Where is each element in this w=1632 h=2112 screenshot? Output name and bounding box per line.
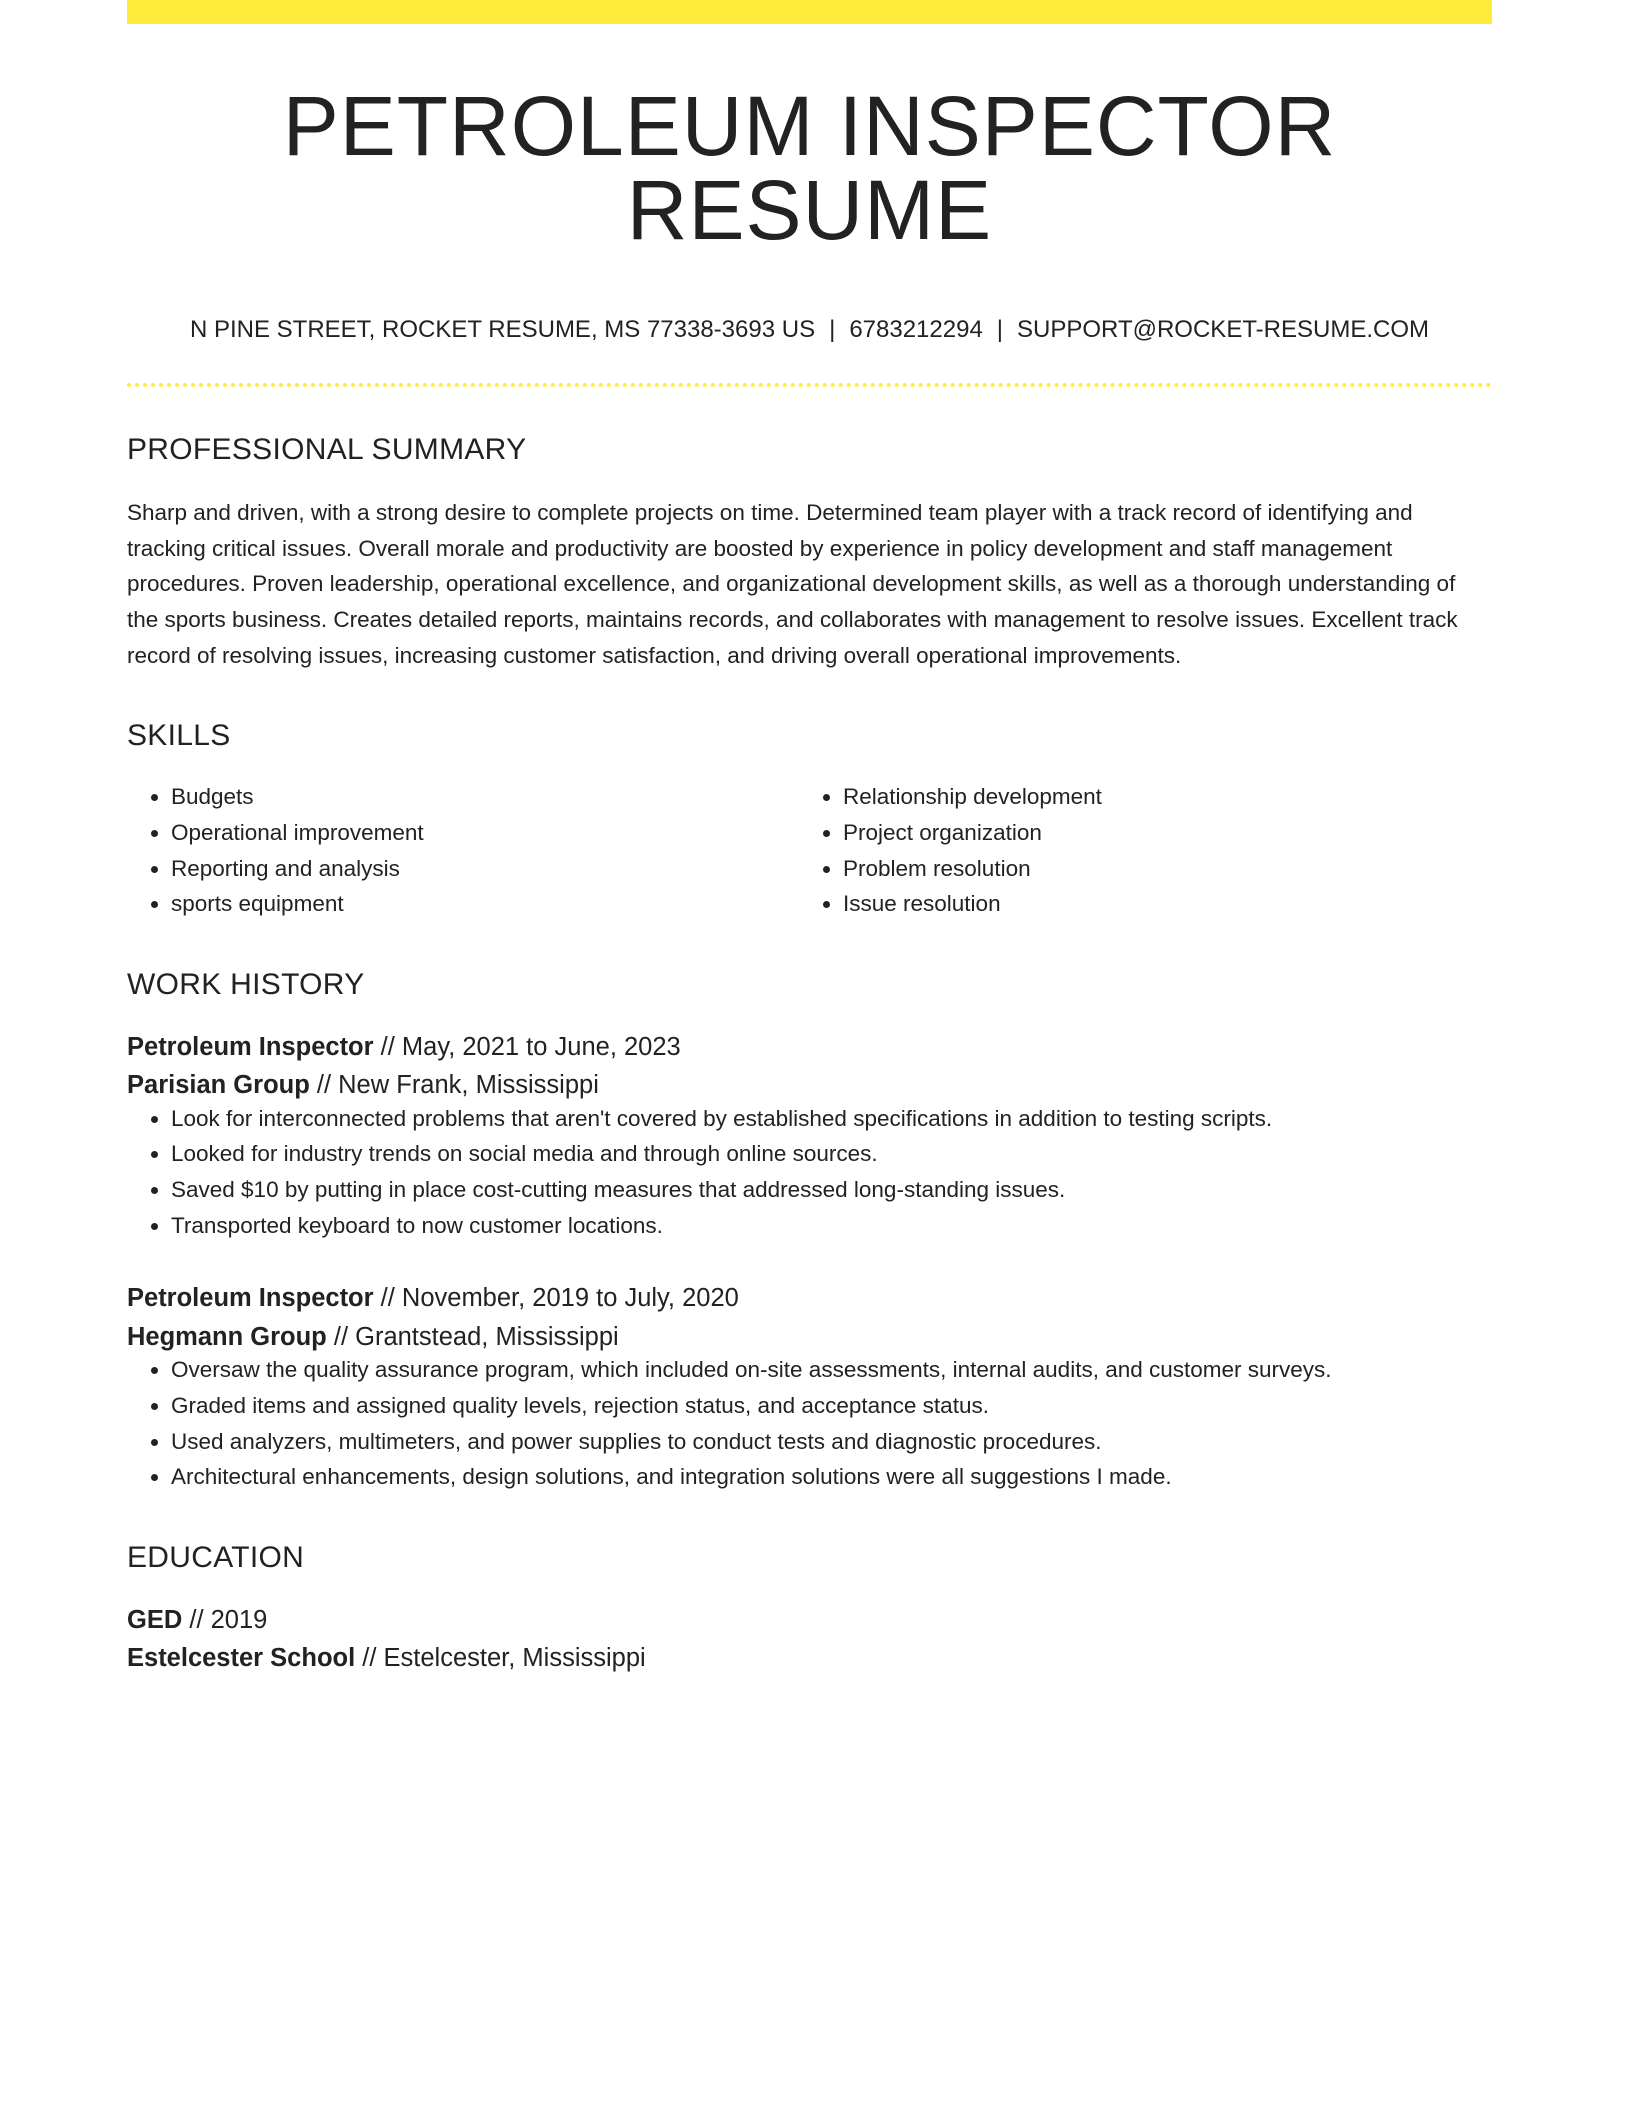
contact-email: SUPPORT@ROCKET-RESUME.COM: [1017, 316, 1429, 343]
resume-page: [127, 0, 1492, 1674]
job-duty: • Looked for industry trends on social media and through online sources.: [171, 1136, 1492, 1172]
job-dates: // May, 2021 to June, 2023: [380, 1032, 681, 1061]
skill-item: • Project organization: [843, 815, 1471, 851]
contact-separator: |: [996, 316, 1004, 343]
skills-column-right: [799, 779, 1471, 921]
job-duty: • Saved $10 by putting in place cost-cutting measures that addressed long-standing issues.: [171, 1172, 1492, 1208]
contact-address: N PINE STREET, ROCKET RESUME, MS 77338-3693 US: [189, 316, 816, 343]
resume-title: PETROLEUM INSPECTOR RESUME: [282, 79, 1337, 257]
education-school: Estelcester School: [127, 1644, 356, 1673]
skill-item: • Relationship development: [843, 779, 1471, 815]
job-duty: • Oversaw the quality assurance program, which included on-site assessments, internal audits, and customer surveys.: [171, 1352, 1492, 1388]
education-heading: EDUCATION: [127, 1540, 305, 1574]
job-title-line: [127, 1283, 1492, 1314]
job-company: Hegmann Group: [127, 1322, 327, 1351]
skill-item: • Problem resolution: [843, 851, 1471, 887]
skill-item: • Operational improvement: [171, 815, 799, 851]
job-duty: • Look for interconnected problems that aren't covered by established specifications in addition to testing scripts.: [171, 1101, 1492, 1137]
job-title-line: [127, 1032, 1492, 1063]
skills-list: [127, 779, 1492, 921]
work-heading: WORK HISTORY: [127, 967, 365, 1001]
job-duties: [127, 1352, 1492, 1494]
job-dates: // November, 2019 to July, 2020: [380, 1284, 739, 1313]
contact-phone: 6783212294: [849, 316, 983, 343]
dotted-divider: [127, 383, 1492, 387]
job-company: Parisian Group: [127, 1071, 310, 1100]
job-title: Petroleum Inspector: [127, 1284, 374, 1313]
job-duties: [127, 1101, 1492, 1243]
job-duty: • Architectural enhancements, design solutions, and integration solutions were all suggestions I made.: [171, 1459, 1492, 1495]
job-duty: • Used analyzers, multimeters, and power supplies to conduct tests and diagnostic procedures.: [171, 1424, 1492, 1460]
summary-heading: PROFESSIONAL SUMMARY: [127, 432, 527, 466]
job-company-line: [127, 1070, 1492, 1101]
job-title: Petroleum Inspector: [127, 1032, 374, 1061]
education-degree: GED: [127, 1605, 183, 1634]
job-entry: [127, 1283, 1492, 1495]
skill-item: • Budgets: [171, 779, 799, 815]
summary-text: Sharp and driven, with a strong desire to complete projects on time. Determined team player with a track record of identifying and tracking critical issues. Overall morale and productivity are boosted by experience in policy development and staff management procedures. Proven leadership, operational excellence, and organizational development skills, as well as a thorough understanding of the sports business. Creates detailed reports, maintains records, and collaborates with management to resolve issues. Excellent track record of resolving issues, increasing customer satisfaction, and driving overall operational improvements.: [127, 499, 1458, 668]
education-year: // 2019: [189, 1605, 268, 1634]
education-degree-line: [127, 1605, 1492, 1636]
skills-column-left: [127, 779, 799, 921]
job-duty: • Graded items and assigned quality levels, rejection status, and acceptance status.: [171, 1388, 1492, 1424]
skill-item: • Issue resolution: [843, 886, 1471, 922]
contact-line: [127, 316, 1492, 345]
job-location: // New Frank, Mississippi: [316, 1071, 599, 1100]
top-accent-bar: [127, 0, 1492, 24]
job-company-line: [127, 1322, 1492, 1353]
job-duty: • Transported keyboard to now customer locations.: [171, 1208, 1492, 1244]
job-location: // Grantstead, Mississippi: [333, 1322, 619, 1351]
education-location: // Estelcester, Mississippi: [362, 1644, 646, 1673]
skills-heading: SKILLS: [127, 719, 231, 753]
job-entry: [127, 1032, 1492, 1244]
contact-separator: |: [829, 316, 836, 343]
skill-item: • sports equipment: [171, 886, 799, 922]
education-school-line: [127, 1643, 1492, 1674]
skill-item: • Reporting and analysis: [171, 851, 799, 887]
